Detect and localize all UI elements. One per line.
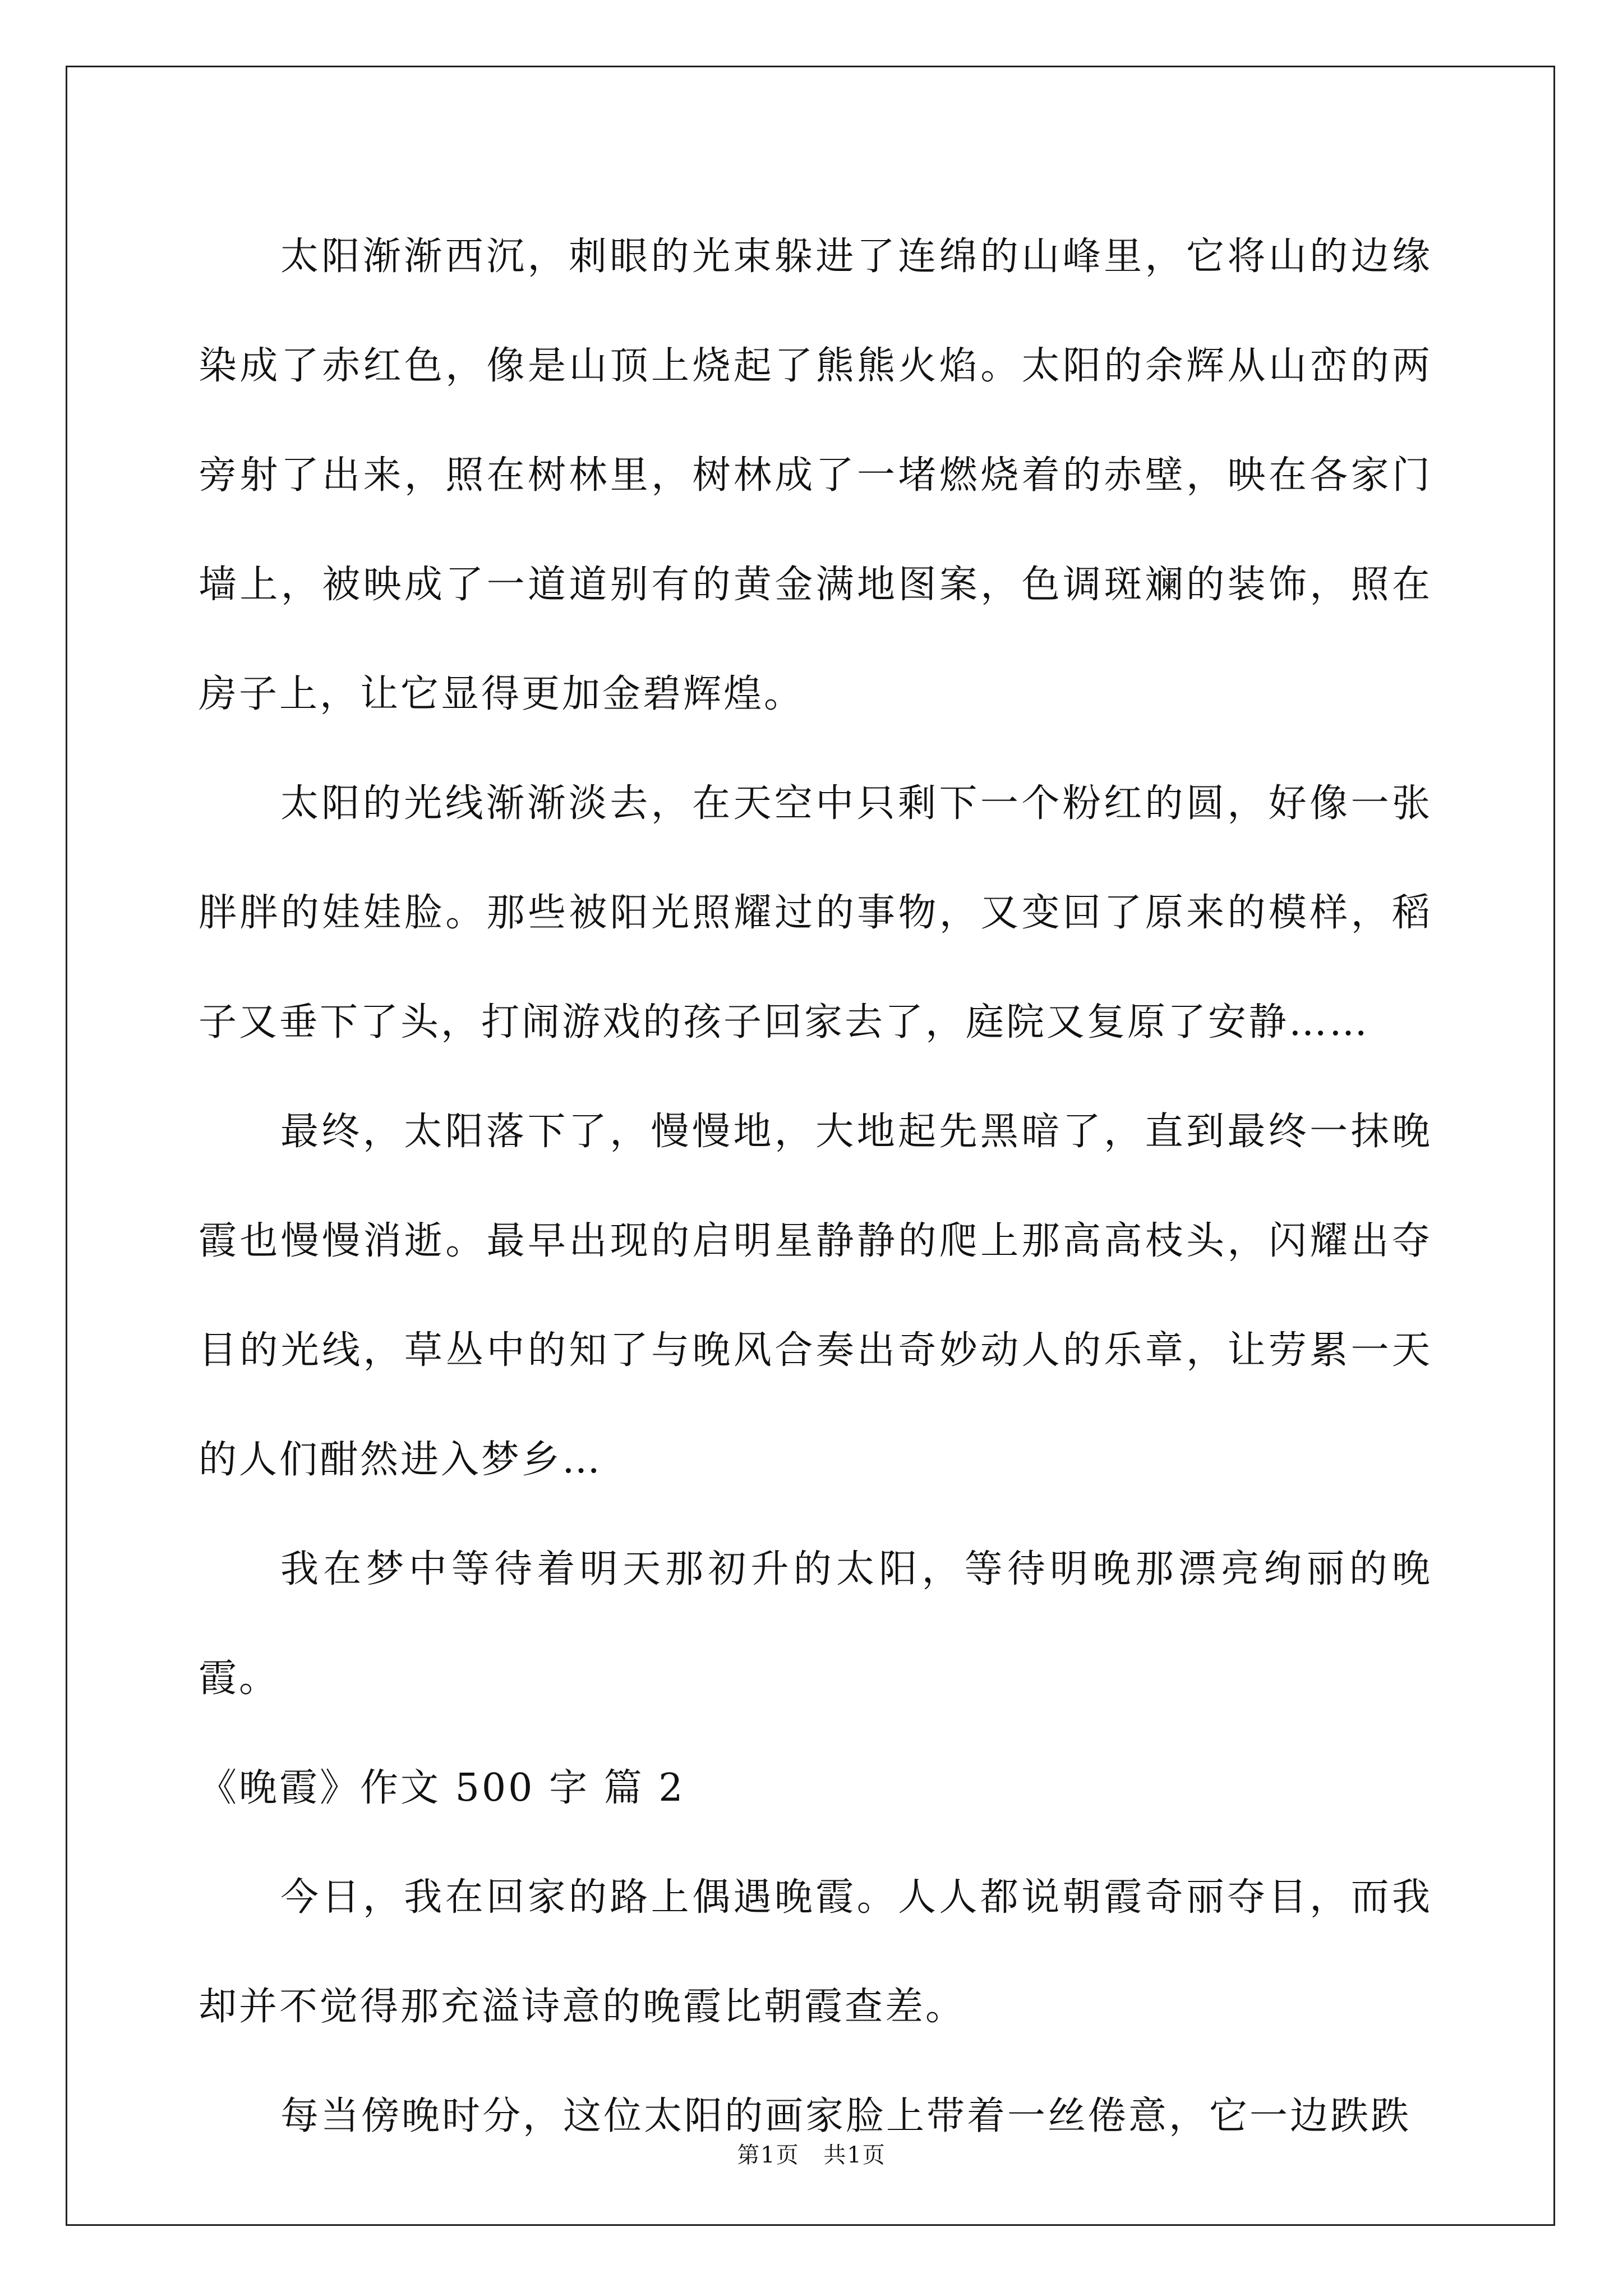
page-number-current: 第1页 bbox=[737, 2142, 800, 2168]
section-heading: 《晚霞》作文 500 字 篇 2 bbox=[199, 1766, 685, 1810]
page-footer bbox=[0, 2137, 1623, 2169]
document-body bbox=[199, 202, 1432, 2171]
paragraph-1: 太阳渐渐西沉，刺眼的光束躲进了连绵的山峰里，它将山的边缘染成了赤红色，像是山顶上烧起了熊熊火焰。太阳的余辉从山峦的两旁射了出来，照在树林里，树林成了一堵燃烧着的赤壁，映在各家门墙上，被映成了一道道别有的黄金满地图案，色调斑斓的装饰，照在房子上，让它显得更加金碧辉煌。 bbox=[199, 234, 1432, 716]
paragraph-5: 今日，我在回家的路上偶遇晚霞。人人都说朝霞奇丽夺目，而我却并不觉得那充溢诗意的晚霞比朝霞查差。 bbox=[199, 1875, 1432, 2029]
page-number-total: 共1页 bbox=[823, 2142, 886, 2168]
paragraph-4: 我在梦中等待着明天那初升的太阳，等待明晚那漂亮绚丽的晚霞。 bbox=[199, 1547, 1432, 1701]
paragraph-3: 最终，太阳落下了，慢慢地，大地起先黑暗了，直到最终一抹晚霞也慢慢消逝。最早出现的启明星静静的爬上那高高枝头，闪耀出夺目的光线，草丛中的知了与晚风合奏出奇妙动人的乐章，让劳累一天的人们酣然进入梦乡… bbox=[199, 1110, 1432, 1482]
paragraph-2: 太阳的光线渐渐淡去，在天空中只剩下一个粉红的圆，好像一张胖胖的娃娃脸。那些被阳光照耀过的事物，又变回了原来的模样，稻子又垂下了头，打闹游戏的孩子回家去了，庭院又复原了安静…… bbox=[199, 781, 1432, 1045]
paragraph-6: 每当傍晚时分，这位太阳的画家脸上带着一丝倦意，它一边跌跌 bbox=[280, 2094, 1412, 2138]
